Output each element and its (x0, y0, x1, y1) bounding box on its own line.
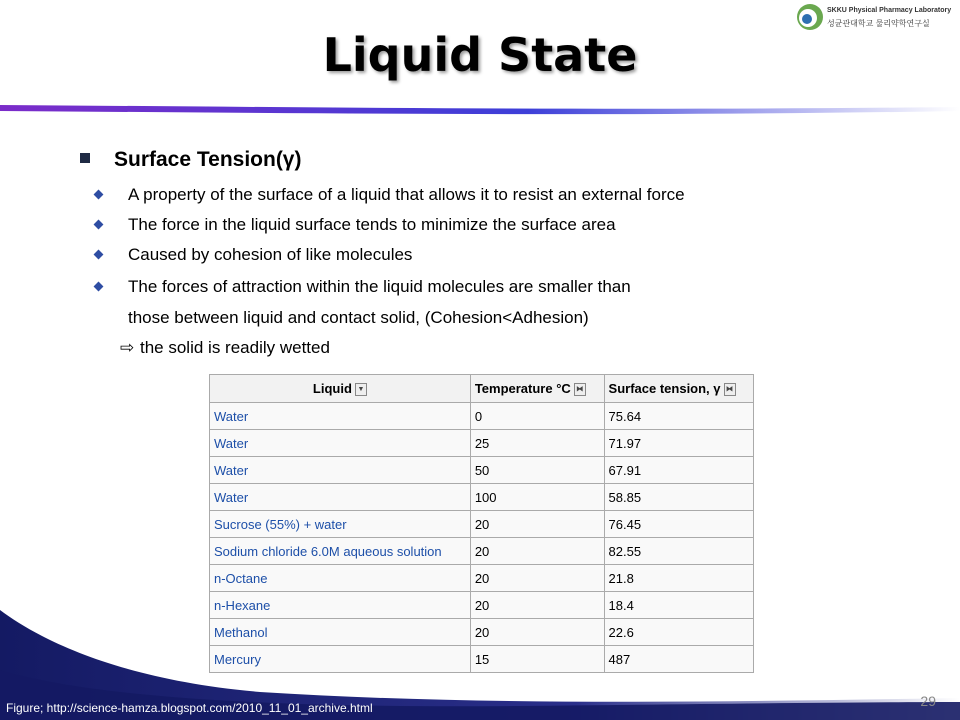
cell-temperature: 100 (470, 484, 604, 511)
cell-temperature: 15 (470, 646, 604, 673)
cell-surface-tension: 67.91 (604, 457, 753, 484)
logo-text-korean: 성균관대학교 물리약학연구실 (827, 19, 930, 28)
bullet-text: A property of the surface of a liquid that allows it to resist an external force (128, 185, 685, 204)
diamond-bullet-icon (94, 190, 104, 200)
column-header-liquid[interactable] (210, 375, 471, 403)
diamond-bullet-icon (94, 220, 104, 230)
table-row (210, 538, 754, 565)
cell-liquid[interactable]: Water (210, 403, 471, 430)
bullet-text: Caused by cohesion of like molecules (128, 245, 413, 264)
table-row (210, 403, 754, 430)
table-header-row (210, 375, 754, 403)
cell-surface-tension: 58.85 (604, 484, 753, 511)
figure-caption: Figure; http://science-hamza.blogspot.com/2010_11_01_archive.html (6, 701, 373, 715)
bullet-continuation: those between liquid and contact solid, (Cohesion<Adhesion) (128, 308, 589, 327)
cell-surface-tension: 71.97 (604, 430, 753, 457)
bullet-text: The forces of attraction within the liquid molecules are smaller than (128, 277, 631, 296)
arrow-note-text: the solid is readily wetted (140, 338, 330, 357)
cell-surface-tension: 82.55 (604, 538, 753, 565)
logo-text-english: SKKU Physical Pharmacy Laboratory (827, 7, 952, 14)
cell-surface-tension: 75.64 (604, 403, 753, 430)
arrow-note (120, 338, 330, 358)
cell-liquid[interactable]: Sodium chloride 6.0M aqueous solution (210, 538, 471, 565)
cell-surface-tension: 18.4 (604, 592, 753, 619)
column-header-label: Surface tension, γ (608, 380, 721, 396)
section-heading-text: Surface Tension(γ) (114, 148, 302, 171)
column-header-temperature[interactable] (470, 375, 604, 403)
cell-liquid[interactable]: Sucrose (55%) + water (210, 511, 471, 538)
cell-temperature: 20 (470, 511, 604, 538)
cell-surface-tension: 76.45 (604, 511, 753, 538)
bullet-text: The force in the liquid surface tends to minimize the surface area (128, 215, 616, 234)
sort-icon[interactable]: ⧓ (574, 383, 586, 396)
column-header-label: Liquid (312, 380, 352, 396)
cell-temperature: 50 (470, 457, 604, 484)
cell-temperature: 20 (470, 538, 604, 565)
cell-surface-tension: 487 (604, 646, 753, 673)
diamond-bullet-icon (94, 282, 104, 292)
cell-liquid[interactable]: Water (210, 484, 471, 511)
cell-surface-tension: 22.6 (604, 619, 753, 646)
cell-temperature: 0 (470, 403, 604, 430)
cell-surface-tension: 21.8 (604, 565, 753, 592)
cell-liquid[interactable]: Methanol (210, 619, 471, 646)
table-row (210, 457, 754, 484)
cell-liquid[interactable]: Water (210, 457, 471, 484)
section-heading (80, 148, 301, 172)
cell-liquid[interactable]: n-Octane (210, 565, 471, 592)
square-bullet-icon (80, 153, 90, 163)
title-divider (0, 103, 960, 121)
cell-temperature: 25 (470, 430, 604, 457)
cell-temperature: 20 (470, 619, 604, 646)
cell-liquid[interactable]: Mercury (210, 646, 471, 673)
cell-temperature: 20 (470, 592, 604, 619)
table-row (210, 430, 754, 457)
diamond-bullet-icon (94, 250, 104, 260)
sort-icon[interactable]: ▼ (355, 383, 367, 396)
column-header-surface-tension[interactable] (604, 375, 753, 403)
table-row (210, 484, 754, 511)
sort-icon[interactable]: ⧓ (724, 383, 736, 396)
cell-temperature: 20 (470, 565, 604, 592)
table-row (210, 565, 754, 592)
cell-liquid[interactable]: Water (210, 430, 471, 457)
column-header-label: Temperature °C (474, 380, 571, 396)
page-number: 29 (920, 693, 936, 709)
table-row (210, 511, 754, 538)
cell-liquid[interactable]: n-Hexane (210, 592, 471, 619)
slide-title: Liquid State (322, 28, 638, 82)
right-arrow-icon: ⇨ (120, 338, 135, 357)
